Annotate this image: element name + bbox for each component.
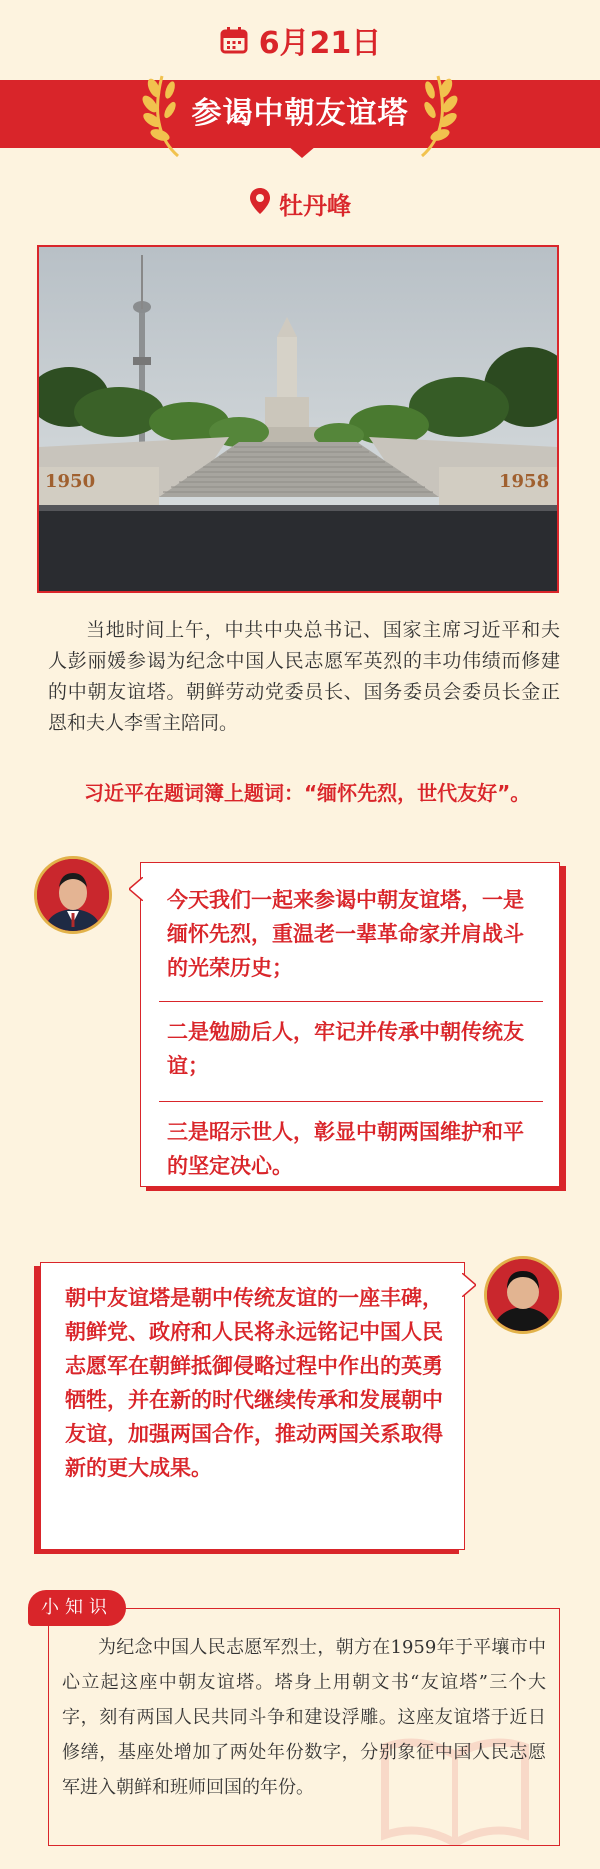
kim-quote-text: 朝中友谊塔是朝中传统友谊的一座丰碑，朝鲜党、政府和人民将永远铭记中国人民志愿军在朝鲜抵御侵略过程中作出的英勇牺牲，并在新的时代继续传承和发展朝中友谊，加强两国合作，推动两国关系取得新的更大成果。 (65, 1286, 443, 1480)
intro-paragraph: 当地时间上午，中共中央总书记、国家主席习近平和夫人彭丽媛参谒为纪念中国人民志愿军英烈的丰功伟绩而修建的中朝友谊塔。朝鲜劳动党委员长、国务委员会委员长金正恩和夫人李雪主陪同。 (48, 619, 560, 734)
tower-photo (37, 245, 559, 593)
calendar-icon (219, 25, 249, 55)
banner-title: 参谒中朝友谊塔 (191, 96, 409, 131)
location-text: 牡丹峰 (279, 192, 351, 220)
location-pin-icon (249, 187, 271, 221)
xi-point-2: 二是勉励后人，牢记并传承中朝传统友谊； (167, 1020, 524, 1078)
xi-point-1: 今天我们一起来参谒中朝友谊塔，一是缅怀先烈，重温老一辈革命家并肩战斗的光荣历史； (167, 888, 524, 980)
tip-label: 小知识 (28, 1590, 126, 1626)
xi-point-3: 三是昭示世人，彰显中朝两国维护和平的坚定决心。 (167, 1120, 524, 1178)
kim-avatar (484, 1256, 562, 1334)
divider (159, 1001, 543, 1002)
date-header (0, 18, 600, 62)
kim-quote-card (40, 1262, 465, 1550)
year-left: 1950 (45, 471, 96, 492)
quote-intro: 习近平在题词簿上题词：“缅怀先烈，世代友好”。 (84, 781, 531, 805)
location (0, 186, 600, 221)
divider (159, 1101, 543, 1102)
speech-tail (129, 877, 143, 901)
tip-text: 为纪念中国人民志愿军烈士，朝方在1959年于平壤市中心立起这座中朝友谊塔。塔身上用朝文书“友谊塔”三个大字，刻有两国人民共同斗争和建设浮雕。这座友谊塔于近日修缮，基座处增加了两处年份数字，分别象征中国人民志愿军进入朝鲜和班师回国的年份。 (62, 1637, 546, 1798)
speech-tail (462, 1273, 476, 1297)
date-text: 6月21日 (258, 26, 382, 61)
xi-quote-card (140, 862, 560, 1187)
xi-avatar (34, 856, 112, 934)
year-right: 1958 (499, 471, 550, 492)
